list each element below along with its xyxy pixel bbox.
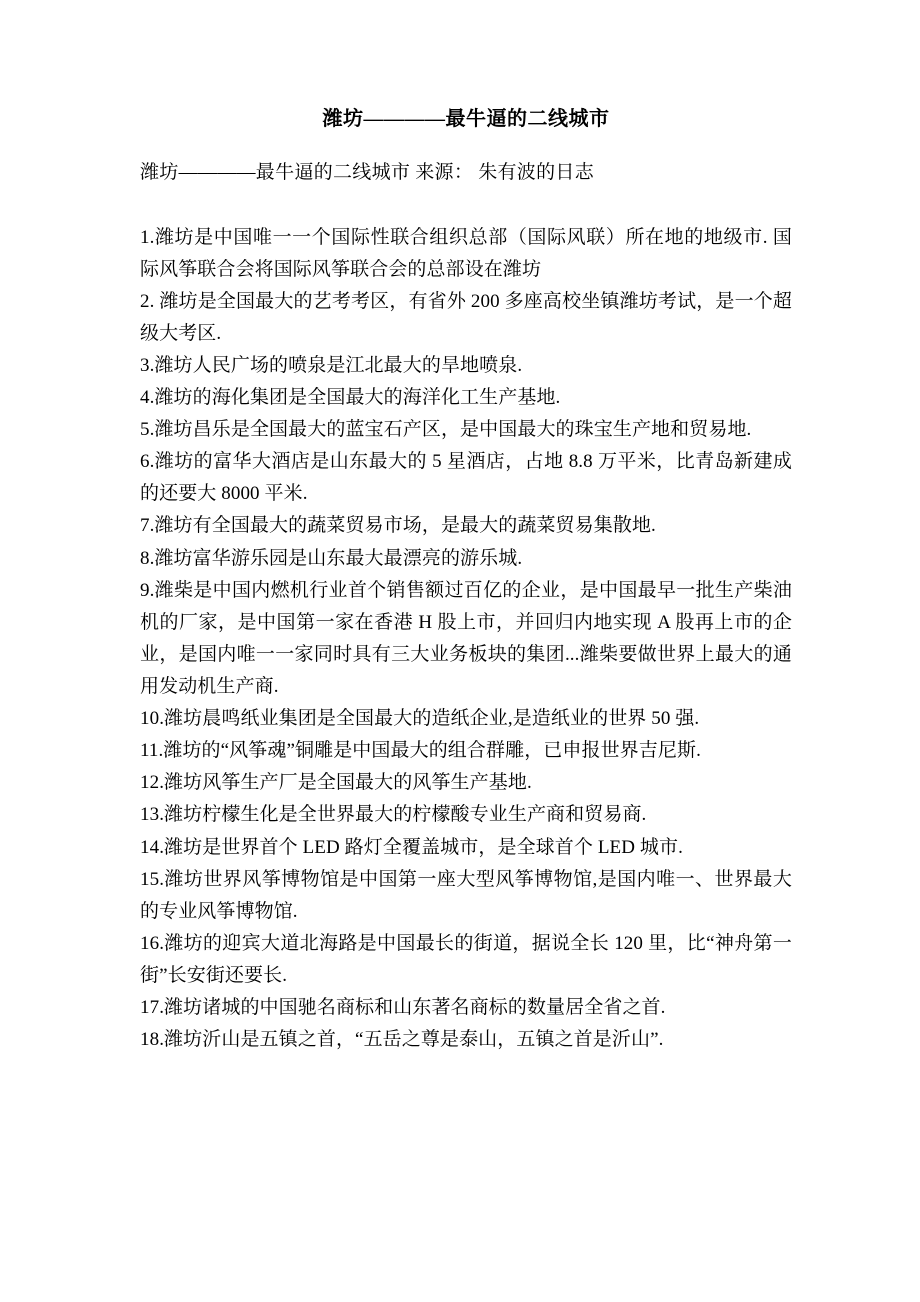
document-subtitle: 潍坊————最牛逼的二线城市 来源： 朱有波的日志 <box>140 162 595 183</box>
list-item: 2. 潍坊是全国最大的艺考考区，有省外 200 多座高校坐镇潍坊考试，是一个超级大考区. <box>140 290 792 344</box>
page-title: 潍坊————最牛逼的二线城市 <box>322 108 610 130</box>
list-item: 14.潍坊是世界首个 LED 路灯全覆盖城市，是全球首个 LED 城市. <box>140 836 683 858</box>
list-item: 15.潍坊世界风筝博物馆是中国第一座大型风筝博物馆,是国内唯一、世界最大的专业风筝博物馆. <box>140 868 792 922</box>
list-item: 8.潍坊富华游乐园是山东最大最漂亮的游乐城. <box>140 547 523 569</box>
list-item: 17.潍坊诸城的中国驰名商标和山东著名商标的数量居全省之首. <box>140 997 666 1019</box>
list-item: 9.潍柴是中国内燃机行业首个销售额过百亿的企业，是中国最早一批生产柴油机的厂家，是中国第一家在香港 H 股上市，并回归内地实现 A 股再上市的企业，是国内唯一一家同时具有三大业务板块的集团...潍柴要做世界上最大的通用发动机生产商. <box>140 579 792 698</box>
list-item: 11.潍坊的“风筝魂”铜雕是中国最大的组合群雕，已申报世界吉尼斯. <box>140 740 701 762</box>
list-item: 13.潍坊柠檬生化是全世界最大的柠檬酸专业生产商和贸易商. <box>140 804 647 826</box>
list-item: 7.潍坊有全国最大的蔬菜贸易市场，是最大的蔬菜贸易集散地. <box>140 515 656 537</box>
list-item: 4.潍坊的海化集团是全国最大的海洋化工生产基地. <box>140 387 561 409</box>
list-item: 6.潍坊的富华大酒店是山东最大的 5 星酒店，占地 8.8 万平米，比青岛新建成的还要大 8000 平米. <box>140 451 792 505</box>
document-body <box>140 222 792 1057</box>
list-item: 18.潍坊沂山是五镇之首，“五岳之尊是泰山，五镇之首是沂山”. <box>140 1029 664 1051</box>
list-item: 3.潍坊人民广场的喷泉是江北最大的旱地喷泉. <box>140 354 523 376</box>
list-item: 12.潍坊风筝生产厂是全国最大的风筝生产基地. <box>140 772 532 794</box>
list-item: 1.潍坊是中国唯一一个国际性联合组织总部（国际风联）所在地的地级市. 国际风筝联合会将国际风筝联合会的总部设在潍坊 <box>140 226 792 280</box>
list-item: 16.潍坊的迎宾大道北海路是中国最长的街道，据说全长 120 里，比“神舟第一街”长安街还要长. <box>140 932 792 987</box>
list-item: 5.潍坊昌乐是全国最大的蓝宝石产区，是中国最大的珠宝生产地和贸易地. <box>140 419 752 441</box>
list-item: 10.潍坊晨鸣纸业集团是全国最大的造纸企业,是造纸业的世界 50 强. <box>140 708 700 730</box>
